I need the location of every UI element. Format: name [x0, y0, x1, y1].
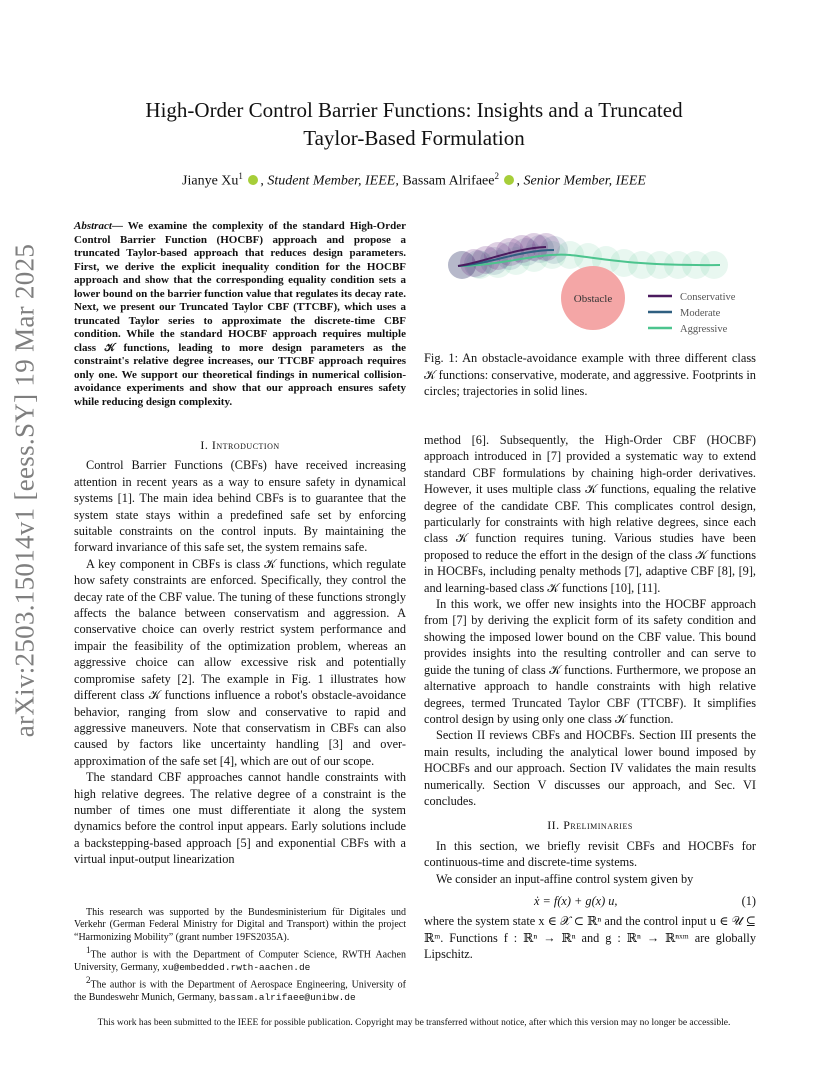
section-2-number: II.	[547, 818, 560, 833]
equation-1-number: (1)	[741, 893, 756, 908]
section-1-heading	[74, 437, 406, 453]
right-paragraph-3: Section II reviews CBFs and HOCBFs. Section III presents the main results, including the analytical lower bound imposed by HOCBFs and our approach. Section IV validates the main results numerically. Section V discusses our approach, and Sec. VI concludes.	[424, 728, 756, 808]
section-1-title: Introduction	[211, 438, 280, 452]
author-line: Jianye Xu$^1$ , Student Member, IEEE, Bassam Alrifaee$^2$ , Senior Member, IEEE	[182, 171, 646, 189]
author-1-name: Jianye Xu	[182, 173, 239, 189]
section-1-number: I.	[200, 438, 209, 452]
paper-title	[60, 96, 768, 152]
author-2-sup: 2	[494, 171, 499, 181]
abstract-label: Abstract	[74, 220, 112, 232]
orcid-icon[interactable]	[248, 175, 258, 185]
author-1-sup: 1	[238, 171, 243, 181]
footnote-2-text: The author is with the Department of Aerospace Engineering, University of the Bundeswehr Munich, Germany,	[74, 979, 406, 1004]
section-2-heading	[424, 817, 756, 833]
author-2-role: Senior Member, IEEE	[523, 173, 646, 189]
right-paragraph-4: In this section, we briefly revisit CBFs and HOCBFs for continuous-time and discrete-time systems.	[424, 838, 756, 870]
right-paragraph-5: We consider an input-affine control system given by	[436, 871, 694, 886]
figure-1-caption: Fig. 1: An obstacle-avoidance example with three different class 𝒦 functions: conservative, moderate, and aggressive. Footprints in circles; trajectories in solid lines.	[424, 351, 756, 398]
footnote-1-marker: 1	[86, 945, 91, 956]
abstract-text: — We examine the complexity of the standard High-Order Control Barrier Function (HOCBF) approach and propose a truncated Taylor-based approach that reduces design parameters. First, we derive the explicit inequality condition for the HOCBF approach and show that the corresponding equality condition sets a lower bound on the barrier function value that regulates its decay rate. Next, we present our Truncated Taylor CBF (TTCBF), which uses a truncated Taylor series to approximate the discrete-time CBF condition. While the standard HOCBF approach requires multiple class 𝒦 functions, leading to more design parameters as the constraint's relative degree increases, our TTCBF approach requires only one. We support our theoretical findings in numerical collision-avoidance experiments and show that our approach ensures safety while reducing design complexity.	[74, 220, 406, 408]
intro-paragraph-1: Control Barrier Functions (CBFs) have received increasing attention in recent years as a way to ensure safety in dynamical systems [1]. The main idea behind CBFs is to guarantee that the system state stays within a predefined safe set by enforcing suitable constraints on the control inputs. By maintaining the forward invariance of this safe set, the system remains safe.	[74, 458, 406, 555]
title-line-2: Taylor-Based Formulation	[303, 126, 525, 150]
abstract	[74, 220, 406, 409]
footnote-2	[74, 974, 406, 1004]
funding-footnote: This research was supported by the Bundesministerium für Digitales und Verkehr (German Federal Ministry for Digital and Transport) within the project “Harmonizing Mobility” (grant number 19FS2035A).	[74, 907, 406, 943]
footnote-1-text: The author is with the Department of Computer Science, RWTH Aachen University, Germany,	[74, 949, 406, 973]
legend-label-moderate: Moderate	[680, 308, 721, 319]
author-1-role: Student Member, IEEE,	[267, 173, 399, 189]
intro-paragraph-3: The standard CBF approaches cannot handle constraints with high relative degrees. The relative degree of a constraint is the number of times one must differentiate it along the system dynamics before the control input appears. Early solutions include a backstepping-based approach [5] and exponential CBFs with a virtual input-output linearization	[74, 770, 406, 867]
figure-1-graphic	[440, 228, 740, 343]
email-link-1[interactable]: xu@embedded.rwth-aachen.de	[162, 961, 311, 973]
ieee-submission-notice: This work has been submitted to the IEEE for possible publication. Copyright may be transferred without notice, after which this version may no longer be accessible.	[97, 1018, 731, 1028]
right-paragraph-2: In this work, we offer new insights into the HOCBF approach from [7] by deriving the explicit form of its safety condition and showing the imposed lower bound on the CBF value. This bound provides insights into the resulting controller and can serve to guide the tuning of class 𝒦 functions. Furthermore, we propose an alternative approach to handle constraints with high relative degrees, termed Truncated Taylor CBF (TTCBF). It simplifies control design by using only one class 𝒦 function.	[424, 597, 756, 726]
legend-label-aggressive: Aggressive	[680, 324, 728, 335]
equation-1	[424, 893, 756, 909]
footnotes	[74, 907, 406, 1005]
title-line-1: High-Order Control Barrier Functions: Insights and a Truncated	[145, 98, 683, 122]
orcid-icon[interactable]	[504, 175, 514, 185]
arxiv-identifier: arXiv:2503.15014v1 [eess.SY] 19 Mar 2025	[9, 243, 40, 738]
right-paragraph-6: where the system state x ∈ 𝒳 ⊂ ℝⁿ and the control input u ∈ 𝒰 ⊆ ℝᵐ. Functions f : ℝⁿ → ℝⁿ and g : ℝⁿ → ℝⁿˣᵐ are globally Lipschitz.	[424, 914, 756, 962]
right-paragraph-1: method [6]. Subsequently, the High-Order CBF (HOCBF) approach introduced in [7] provided a systematic way to extend standard CBF formulations by chaining high-order derivatives. However, it uses multiple class 𝒦 functions, equaling the relative degree of the candidate CBF. This complicates control design, particularly for constraints with high relative degrees, since each class 𝒦 function requires tuning. Various studies have been proposed to reduce the effort in the design of the class 𝒦 functions in HOCBFs, including penalty methods [7], adaptive CBF [8], [9], and learning-based class 𝒦 functions [10], [11].	[424, 433, 756, 595]
equation-1-body: ẋ = f(x) + g(x) u,	[534, 893, 618, 908]
author-2-name: Bassam Alrifaee	[402, 173, 495, 189]
email-link-2[interactable]: bassam.alrifaee@unibw.de	[218, 992, 356, 1004]
obstacle-label: Obstacle	[573, 293, 613, 305]
legend-label-conservative: Conservative	[680, 292, 736, 303]
intro-paragraph-2: A key component in CBFs is class 𝒦 functions, which regulate how safety constraints are enforced. Specifically, they control the decay rate of the CBF value. The tuning of these functions strongly affects the balance between conservatism and aggression. A conservative choice can overly restrict system performance and impair the feasibility of the optimization problem, whereas an aggressive choice can allow excessive risk and potentially compromise safety [2]. The example in Fig. 1 illustrates how different class 𝒦 functions influence a robot's obstacle-avoidance behavior, ranging from slow and conservative to rapid and aggressive maneuvers. Note that conservatism in CBFs can also caused by factors like uncertainty handling [3] and over-approximation of the safe set [4], which are out of our scope.	[74, 556, 406, 768]
section-2-title: Preliminaries	[563, 818, 633, 833]
footnote-2-marker: 2	[86, 975, 91, 986]
right-column-body	[424, 432, 756, 963]
footnote-1	[74, 944, 406, 974]
left-column-body	[74, 437, 406, 868]
